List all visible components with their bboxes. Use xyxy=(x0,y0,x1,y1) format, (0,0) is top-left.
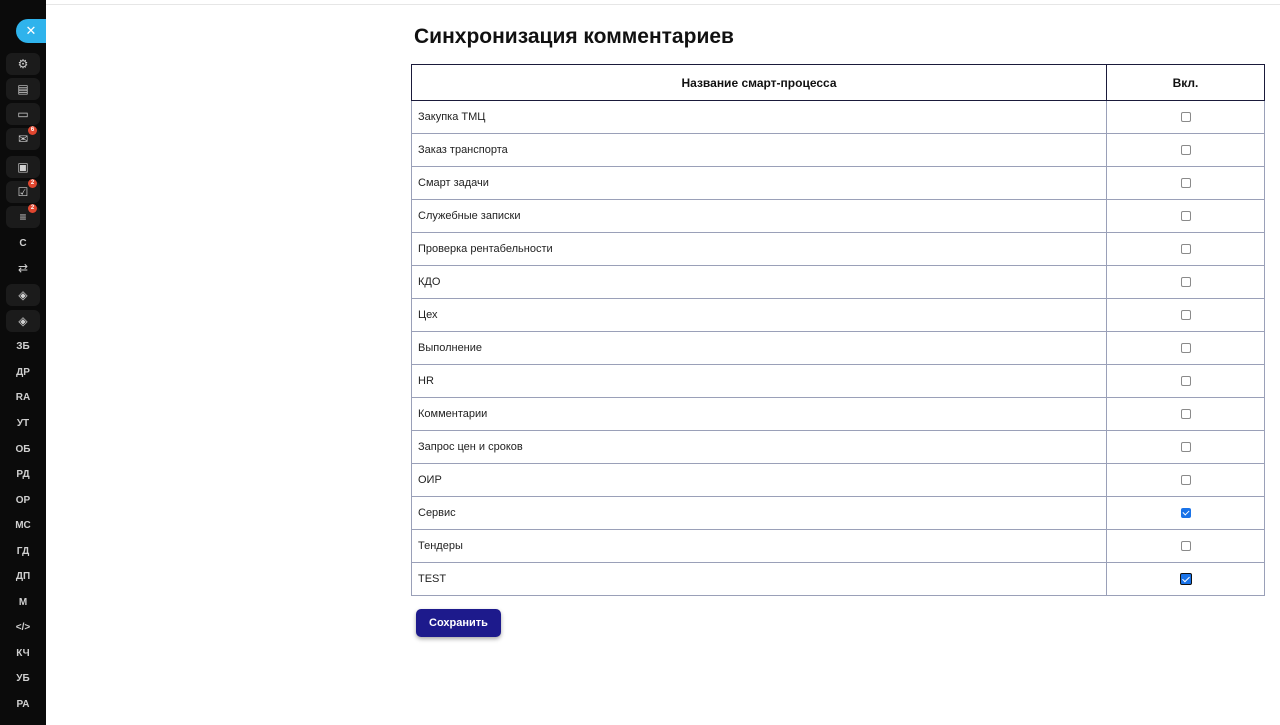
sidebar-item-filter[interactable] xyxy=(6,206,40,228)
sidebar-item-dp[interactable] xyxy=(6,565,40,587)
table-row xyxy=(412,200,1265,233)
enabled-cell xyxy=(1107,431,1265,464)
sidebar-item-label: РД xyxy=(16,468,30,480)
sidebar-item-label: С xyxy=(19,237,27,249)
enabled-checkbox[interactable] xyxy=(1181,310,1191,320)
sidebar-item-zb[interactable] xyxy=(6,335,40,357)
sidebar-item-ra[interactable] xyxy=(6,386,40,408)
sidebar-item-rd[interactable] xyxy=(6,463,40,485)
page-title: Синхронизация комментариев xyxy=(414,25,734,48)
enabled-cell xyxy=(1107,332,1265,365)
sidebar-item-label: RA xyxy=(15,391,31,403)
sliders-icon: ⇄ xyxy=(17,261,29,275)
table-row xyxy=(412,101,1265,134)
enabled-checkbox[interactable] xyxy=(1181,475,1191,485)
table-row xyxy=(412,167,1265,200)
inbox-icon: ▤ xyxy=(17,82,29,96)
table-row xyxy=(412,464,1265,497)
sidebar-item-label: КЧ xyxy=(16,647,30,659)
enabled-cell xyxy=(1107,266,1265,299)
sidebar-item-label: МС xyxy=(15,519,31,531)
process-name: Выполнение xyxy=(412,332,1107,365)
enabled-checkbox[interactable] xyxy=(1181,508,1191,518)
smart-process-table xyxy=(411,64,1265,596)
sidebar-item-or[interactable] xyxy=(6,489,40,511)
enabled-cell xyxy=(1107,134,1265,167)
sidebar-item-label: РА xyxy=(16,698,30,710)
table-row xyxy=(412,134,1265,167)
table-row xyxy=(412,497,1265,530)
enabled-cell xyxy=(1107,299,1265,332)
sidebar-item-m[interactable] xyxy=(6,591,40,613)
process-name: ОИР xyxy=(412,464,1107,497)
box-icon: ◈ xyxy=(18,314,28,328)
calendar-icon: ▣ xyxy=(17,160,29,174)
sidebar-item-calendar[interactable] xyxy=(6,156,40,178)
sidebar-item-label: ОБ xyxy=(15,443,31,455)
enabled-checkbox[interactable] xyxy=(1181,541,1191,551)
table-body xyxy=(412,101,1265,596)
sidebar-item-c[interactable] xyxy=(6,232,40,254)
process-name: Тендеры xyxy=(412,530,1107,563)
table-row xyxy=(412,563,1265,596)
printer-icon: ▭ xyxy=(17,107,29,121)
sidebar-item-label: УБ xyxy=(16,672,30,684)
enabled-checkbox[interactable] xyxy=(1181,244,1191,254)
enabled-checkbox[interactable] xyxy=(1180,573,1192,585)
table-row xyxy=(412,365,1265,398)
enabled-checkbox[interactable] xyxy=(1181,145,1191,155)
sidebar-item-printer[interactable] xyxy=(6,103,40,125)
box-icon: ◈ xyxy=(18,288,28,302)
process-name: TEST xyxy=(412,563,1107,596)
process-name: КДО xyxy=(412,266,1107,299)
table-row xyxy=(412,332,1265,365)
sidebar-item-puzzle[interactable] xyxy=(6,53,40,75)
enabled-cell xyxy=(1107,530,1265,563)
enabled-cell xyxy=(1107,200,1265,233)
save-button[interactable]: Сохранить xyxy=(416,609,501,637)
top-divider xyxy=(46,4,1280,5)
sidebar-item-label: ОР xyxy=(15,494,31,506)
enabled-checkbox[interactable] xyxy=(1181,112,1191,122)
table-row xyxy=(412,530,1265,563)
process-name: Закупка ТМЦ xyxy=(412,101,1107,134)
column-header-name: Название смарт-процесса xyxy=(412,65,1107,101)
enabled-cell xyxy=(1107,101,1265,134)
sidebar-item-box1[interactable] xyxy=(6,284,40,306)
process-name: Заказ транспорта xyxy=(412,134,1107,167)
enabled-checkbox[interactable] xyxy=(1181,277,1191,287)
sidebar-item-code[interactable] xyxy=(6,616,40,638)
enabled-checkbox[interactable] xyxy=(1181,442,1191,452)
close-icon[interactable]: ✕ xyxy=(16,19,46,43)
puzzle-icon: ⚙ xyxy=(17,57,29,71)
notification-badge: 2 xyxy=(28,179,37,188)
sidebar-item-label: ГД xyxy=(16,545,30,557)
sidebar-item-pa[interactable] xyxy=(6,693,40,715)
enabled-checkbox[interactable] xyxy=(1181,343,1191,353)
filter-icon: ≡ xyxy=(19,210,27,224)
sidebar-item-mc[interactable] xyxy=(6,514,40,536)
sidebar-item-label: УТ xyxy=(16,417,30,429)
enabled-cell xyxy=(1107,233,1265,266)
enabled-checkbox[interactable] xyxy=(1181,178,1191,188)
enabled-cell xyxy=(1107,167,1265,200)
sidebar-item-gd[interactable] xyxy=(6,540,40,562)
sidebar-item-box2[interactable] xyxy=(6,310,40,332)
enabled-cell xyxy=(1107,464,1265,497)
mail-icon: ✉ xyxy=(17,132,29,146)
process-name: Цех xyxy=(412,299,1107,332)
sidebar-item-label: ЗБ xyxy=(16,340,30,352)
table-header-row xyxy=(412,65,1265,101)
enabled-checkbox[interactable] xyxy=(1181,376,1191,386)
table-row xyxy=(412,431,1265,464)
table-row xyxy=(412,233,1265,266)
sidebar xyxy=(0,0,46,725)
enabled-cell xyxy=(1107,365,1265,398)
notification-badge: 2 xyxy=(28,204,37,213)
process-name: Служебные записки xyxy=(412,200,1107,233)
process-name: Комментарии xyxy=(412,398,1107,431)
sidebar-item-mail[interactable] xyxy=(6,128,40,150)
process-name: Проверка рентабельности xyxy=(412,233,1107,266)
tasks-icon: ☑ xyxy=(17,185,29,199)
sidebar-item-label: ДР xyxy=(16,366,30,378)
enabled-checkbox[interactable] xyxy=(1181,409,1191,419)
sidebar-item-ob[interactable] xyxy=(6,438,40,460)
process-name: Смарт задачи xyxy=(412,167,1107,200)
sidebar-item-label: ДП xyxy=(15,570,31,582)
sidebar-item-ut[interactable] xyxy=(6,412,40,434)
sidebar-item-label: М xyxy=(18,596,28,608)
sidebar-item-dr[interactable] xyxy=(6,361,40,383)
column-header-enabled: Вкл. xyxy=(1107,65,1265,101)
sidebar-item-tasks[interactable] xyxy=(6,181,40,203)
sidebar-item-inbox[interactable] xyxy=(6,78,40,100)
enabled-checkbox[interactable] xyxy=(1181,211,1191,221)
enabled-cell xyxy=(1107,497,1265,530)
process-name: Сервис xyxy=(412,497,1107,530)
enabled-cell xyxy=(1107,563,1265,596)
table-row xyxy=(412,299,1265,332)
notification-badge: 6 xyxy=(28,126,37,135)
sidebar-item-label: </> xyxy=(15,621,31,633)
table-row xyxy=(412,398,1265,431)
sidebar-item-settings[interactable] xyxy=(6,257,40,279)
sidebar-item-ub[interactable] xyxy=(6,667,40,689)
table-row xyxy=(412,266,1265,299)
process-name: HR xyxy=(412,365,1107,398)
process-name: Запрос цен и сроков xyxy=(412,431,1107,464)
enabled-cell xyxy=(1107,398,1265,431)
sidebar-item-kch[interactable] xyxy=(6,642,40,664)
